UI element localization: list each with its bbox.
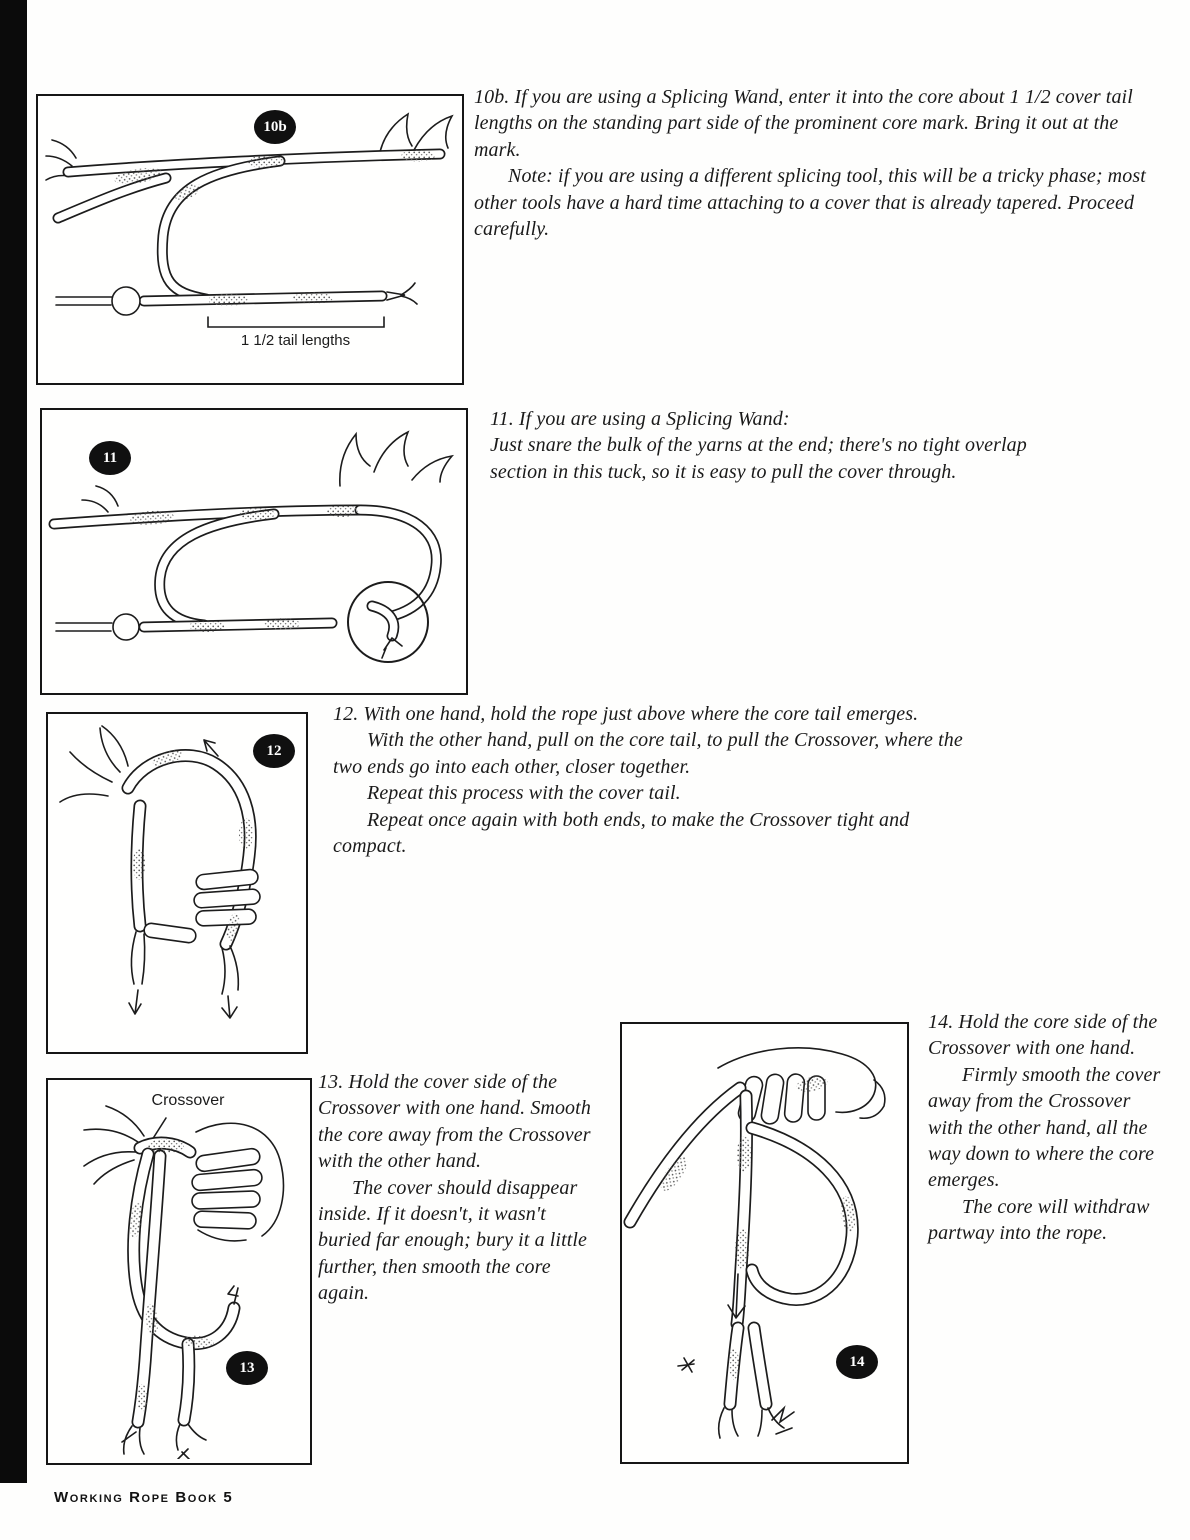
tail-length-bracket — [208, 317, 384, 327]
figure-13-badge: 13 — [226, 1351, 268, 1385]
rope-illustration-14-smooth-cover — [622, 1024, 903, 1458]
step-14-paragraph-3: The core will withdraw partway into the rope. — [928, 1195, 1150, 1245]
figure-10b-badge: 10b — [254, 110, 296, 144]
step-11-heading: 11. If you are using a Splicing Wand: — [490, 408, 790, 430]
step-10b-paragraph-1: 10b. If you are using a Splicing Wand, enter it into the core about 1 1/2 cover tail lengths on the standing part side of the prominent core mark. Bring it out at the mark. — [474, 86, 1133, 161]
page-footer: Working Rope Book 5 — [54, 1489, 234, 1506]
figure-13 — [46, 1078, 312, 1465]
step-12-paragraph-1: 12. With one hand, hold the rope just above where the core tail emerges. — [333, 703, 919, 725]
step-11-paragraph-1: Just snare the bulk of the yarns at the end; there's no tight overlap section in this tuck, so it is easy to pull the cover through. — [490, 434, 1027, 483]
step-12-paragraph-3: Repeat this process with the cover tail. — [367, 782, 681, 805]
step-13-paragraph-1: 13. Hold the cover side of the Crossover with one hand. Smooth the core away from the Crossover with the other hand. — [318, 1071, 591, 1173]
step-13-paragraph-2: The cover should disappear inside. If it doesn't, it wasn't buried far enough; bury it a little further, then smooth the core again. — [318, 1176, 588, 1305]
step-10b-paragraph-2: Note: if you are using a different splicing tool, this will be a tricky phase; most other tools have a hard time attaching to a cover that is already tapered. Proceed carefully. — [474, 165, 1146, 240]
step-12-paragraph-2: With the other hand, pull on the core tail, to pull the Crossover, where the two ends go into each other, closer together. — [333, 729, 963, 778]
figure-11-badge: 11 — [89, 441, 131, 475]
figure-14-badge: 14 — [836, 1345, 878, 1379]
figure-13-crossover-label: Crossover — [151, 1092, 225, 1109]
figure-14 — [620, 1022, 909, 1464]
step-12-paragraph-4: Repeat once again with both ends, to make the Crossover tight and compact. — [333, 808, 910, 857]
step-14-text — [928, 1009, 1170, 1247]
step-13-text — [318, 1069, 594, 1307]
step-14-paragraph-2: Firmly smooth the cover away from the Crossover with the other hand, all the way down to where the core emerges. — [928, 1063, 1161, 1192]
step-14-paragraph-1: 14. Hold the core side of the Crossover with one hand. — [928, 1011, 1158, 1060]
figure-12 — [46, 712, 308, 1054]
figure-10b-caption: 1 1/2 tail lengths — [240, 332, 351, 349]
scan-edge-artifact — [0, 0, 27, 1483]
step-10b-text — [474, 84, 1164, 242]
step-11-text — [490, 406, 1162, 485]
rope-illustration-13-smooth-core — [48, 1080, 306, 1459]
step-12-text — [333, 701, 981, 859]
figure-10b — [36, 94, 464, 385]
figure-11 — [40, 408, 468, 695]
figure-12-badge: 12 — [253, 734, 295, 768]
